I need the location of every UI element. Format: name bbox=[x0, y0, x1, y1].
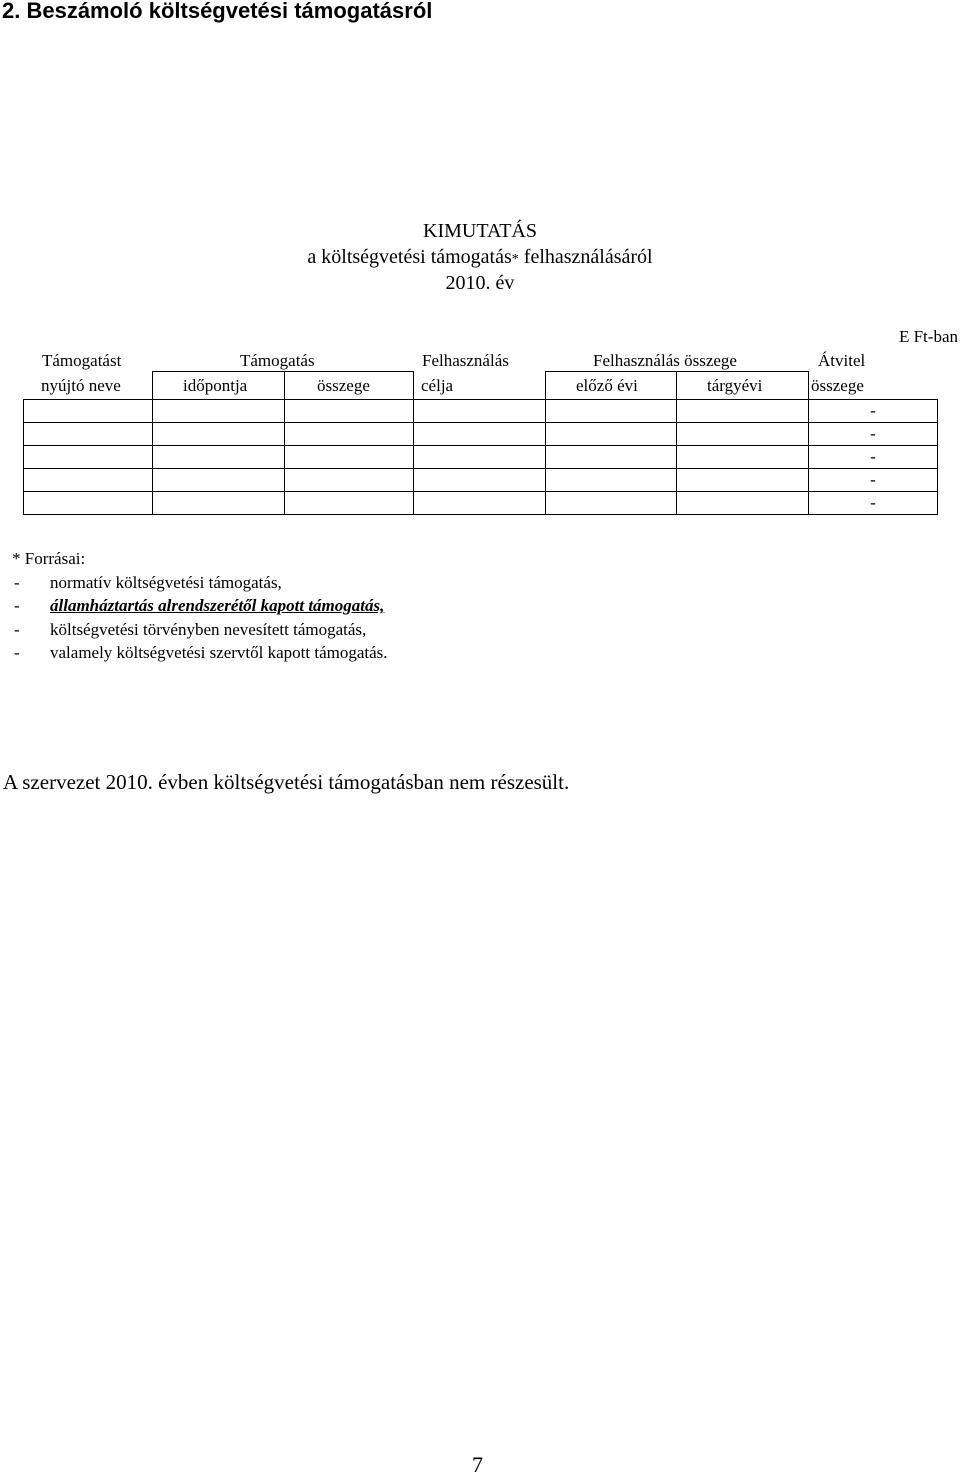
table-cell bbox=[24, 492, 153, 515]
header-support: Támogatás bbox=[240, 351, 315, 370]
report-subtitle bbox=[0, 245, 960, 272]
table-cell-transfer: - bbox=[809, 446, 938, 469]
report-subtitle-post: felhasználásáról bbox=[518, 246, 653, 268]
table-cell bbox=[285, 492, 414, 515]
table-cell bbox=[414, 423, 546, 446]
report-subtitle-pre: a költségvetési támogatás bbox=[307, 246, 512, 268]
table-cell bbox=[285, 400, 414, 423]
table-cell bbox=[677, 492, 809, 515]
header-underline-support bbox=[153, 371, 413, 372]
list-item: - államháztartás alrendszerétől kapott támogatás, bbox=[14, 596, 385, 615]
table-cell-transfer: - bbox=[809, 469, 938, 492]
table-cell bbox=[153, 446, 285, 469]
header-transfer-line2: összege bbox=[811, 376, 864, 395]
header-usage-current: tárgyévi bbox=[707, 376, 763, 395]
header-divider bbox=[152, 371, 153, 399]
table-cell-transfer: - bbox=[809, 400, 938, 423]
table-cell bbox=[414, 492, 546, 515]
table-cell bbox=[153, 400, 285, 423]
table-cell-transfer: - bbox=[809, 492, 938, 515]
table-row bbox=[24, 492, 938, 515]
table-row bbox=[24, 423, 938, 446]
table-cell bbox=[677, 423, 809, 446]
list-item: - valamely költségvetési szervtől kapott támogatás. bbox=[14, 643, 388, 662]
header-transfer-line1: Átvitel bbox=[818, 351, 866, 370]
header-provider-line1: Támogatást bbox=[42, 351, 122, 370]
table-cell bbox=[24, 423, 153, 446]
sources-footnote bbox=[12, 547, 388, 665]
header-usage-prev: előző évi bbox=[576, 376, 638, 395]
support-table bbox=[23, 399, 938, 515]
list-item: - normatív költségvetési támogatás, bbox=[14, 572, 282, 592]
table-cell bbox=[24, 400, 153, 423]
report-title: KIMUTATÁS bbox=[423, 220, 537, 242]
header-divider bbox=[808, 371, 809, 399]
header-purpose-line2: célja bbox=[421, 376, 454, 395]
header-support-amount: összege bbox=[317, 376, 370, 395]
header-support-date: időpontja bbox=[183, 376, 248, 395]
table-cell bbox=[546, 469, 677, 492]
table-cell bbox=[677, 446, 809, 469]
header-purpose-line1: Felhasználás bbox=[422, 351, 509, 370]
list-item: - költségvetési törvényben nevesített támogatás, bbox=[14, 619, 367, 639]
table-cell bbox=[153, 492, 285, 515]
header-divider bbox=[676, 371, 677, 399]
footnote-mark: * bbox=[511, 252, 519, 267]
table-row bbox=[24, 446, 938, 469]
table-cell bbox=[414, 469, 546, 492]
header-divider bbox=[545, 371, 546, 399]
table-cell bbox=[414, 400, 546, 423]
table-cell bbox=[414, 446, 546, 469]
table-cell bbox=[546, 446, 677, 469]
table-cell bbox=[285, 446, 414, 469]
sources-label: * Forrásai: bbox=[12, 549, 86, 568]
table-cell bbox=[677, 469, 809, 492]
header-divider bbox=[284, 371, 285, 399]
section-heading: 2. Beszámoló költségvetési támogatásról bbox=[2, 0, 433, 23]
table-cell bbox=[546, 492, 677, 515]
table-cell bbox=[153, 423, 285, 446]
table-cell bbox=[546, 423, 677, 446]
unit-label: E Ft-ban bbox=[898, 327, 958, 346]
table-cell bbox=[24, 469, 153, 492]
table-cell bbox=[285, 469, 414, 492]
table-row bbox=[24, 400, 938, 423]
header-divider bbox=[413, 371, 414, 399]
table-cell bbox=[285, 423, 414, 446]
header-provider-line2: nyújtó neve bbox=[41, 376, 121, 395]
statement: A szervezet 2010. évben költségvetési támogatásban nem részesült. bbox=[3, 770, 570, 794]
table-cell bbox=[153, 469, 285, 492]
table-cell bbox=[546, 400, 677, 423]
header-usage-amount: Felhasználás összege bbox=[593, 351, 737, 370]
table-cell-transfer: - bbox=[809, 423, 938, 446]
table-cell bbox=[677, 400, 809, 423]
table-cell bbox=[24, 446, 153, 469]
table-row bbox=[24, 469, 938, 492]
page-number: 7 bbox=[472, 1452, 483, 1477]
report-year: 2010. év bbox=[445, 272, 515, 294]
